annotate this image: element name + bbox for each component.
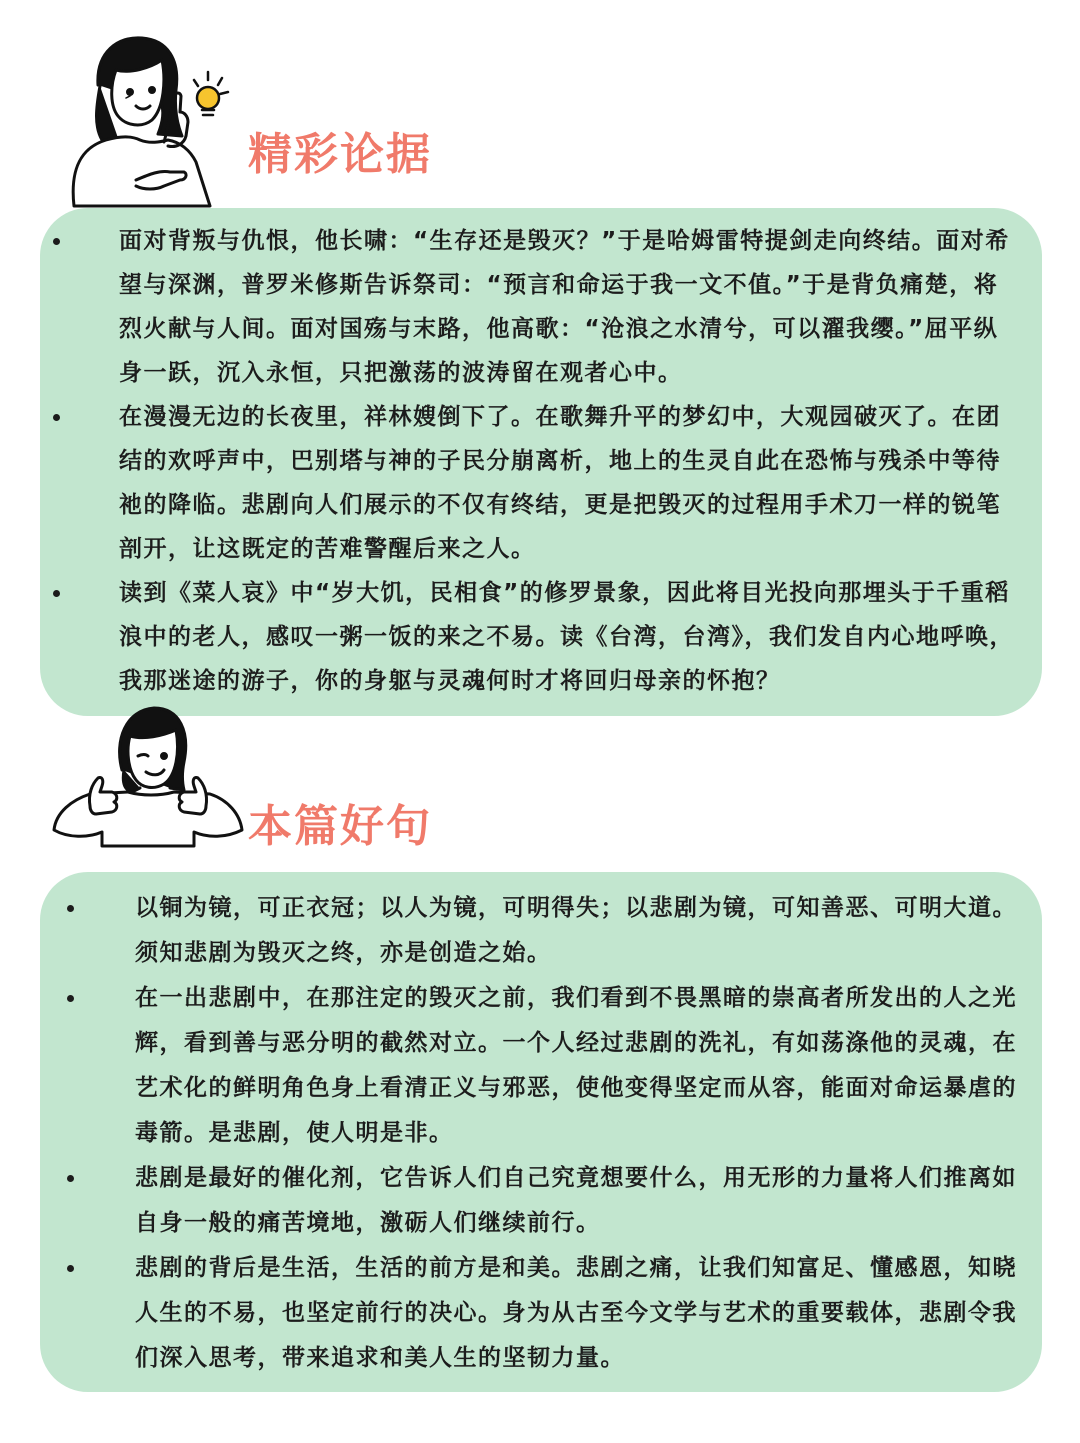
list-item: 以铜为镜，可正衣冠；以人为镜，可明得失；以悲剧为镜，可知善恶、可明大道。须知悲剧为毁灭之终，亦是创造之始。	[135, 886, 1026, 976]
bullet-icon	[53, 238, 60, 245]
quotes-card	[40, 872, 1042, 1392]
arguments-list	[119, 219, 1022, 703]
list-item: 读到《菜人哀》中“岁大饥，民相食”的修罗景象，因此将目光投向那埋头于千重稻浪中的老人，感叹一粥一饭的来之不易。读《台湾，台湾》，我们发自内心地呼唤，我那迷途的游子，你的身躯与灵魂何时才将回归母亲的怀抱？	[119, 571, 1022, 703]
bullet-icon	[67, 905, 74, 912]
bullet-icon	[67, 1175, 74, 1182]
woman-thumbs-up-icon	[50, 700, 250, 850]
list-item: 悲剧的背后是生活，生活的前方是和美。悲剧之痛，让我们知富足、懂感恩，知晓人生的不易，也坚定前行的决心。身为从古至今文学与艺术的重要载体，悲剧令我们深入思考，带来追求和美人生的坚韧力量。	[135, 1246, 1026, 1381]
bullet-icon	[67, 1265, 74, 1272]
woman-pointing-idea-icon	[60, 30, 250, 210]
quotes-list	[135, 886, 1026, 1381]
bullet-icon	[67, 995, 74, 1002]
list-item: 面对背叛与仇恨，他长啸：“生存还是毁灭？”于是哈姆雷特提剑走向终结。面对希望与深渊，普罗米修斯告诉祭司：“预言和命运于我一文不值。”于是背负痛楚，将烈火献与人间。面对国殇与末路，他高歌：“沧浪之水清兮，可以濯我缨。”屈平纵身一跃，沉入永恒，只把激荡的波涛留在观者心中。	[119, 219, 1022, 395]
list-item: 悲剧是最好的催化剂，它告诉人们自己究竟想要什么，用无形的力量将人们推离如自身一般的痛苦境地，激砺人们继续前行。	[135, 1156, 1026, 1246]
lightbulb-icon	[194, 72, 228, 115]
bullet-icon	[53, 590, 60, 597]
section-title-arguments: 精彩论据	[248, 129, 432, 180]
list-item: 在一出悲剧中，在那注定的毁灭之前，我们看到不畏黑暗的崇高者所发出的人之光辉，看到善与恶分明的截然对立。一个人经过悲剧的洗礼，有如荡涤他的灵魂，在艺术化的鲜明角色身上看清正义与邪恶，使他变得坚定而从容，能面对命运暴虐的毒箭。是悲剧，使人明是非。	[135, 976, 1026, 1156]
section-title-quotes: 本篇好句	[248, 801, 432, 852]
arguments-card	[40, 208, 1042, 716]
bullet-icon	[53, 414, 60, 421]
list-item: 在漫漫无边的长夜里，祥林嫂倒下了。在歌舞升平的梦幻中，大观园破灭了。在团结的欢呼声中，巴别塔与神的子民分崩离析，地上的生灵自此在恐怖与残杀中等待祂的降临。悲剧向人们展示的不仅有终结，更是把毁灭的过程用手术刀一样的锐笔剖开，让这既定的苦难警醒后来之人。	[119, 395, 1022, 571]
